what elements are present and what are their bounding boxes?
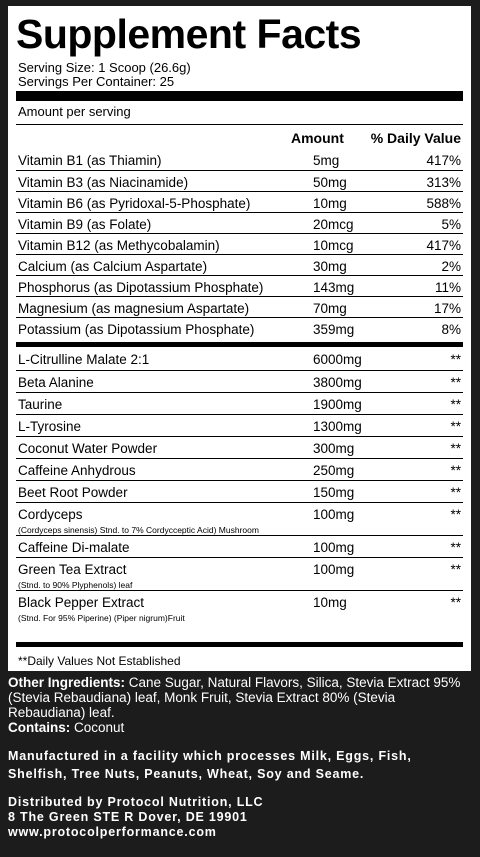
ingredient-row: [16, 458, 463, 481]
row-daily-value: **: [450, 485, 461, 500]
section-divider: [16, 642, 463, 647]
row-subtext: (Cordyceps sinensis) Stnd. to 7% Cordycceptic Acid) Mushroom: [18, 525, 259, 535]
row-amount: 1900mg: [313, 397, 362, 412]
ingredient-row: [16, 414, 463, 437]
row-daily-value: **: [450, 507, 461, 522]
row-amount: 300mg: [313, 441, 355, 456]
row-daily-value: 17%: [433, 301, 461, 316]
row-amount: 10mg: [313, 196, 347, 211]
row-name: Vitamin B9 (as Folate): [18, 217, 152, 232]
ingredient-row: [16, 535, 463, 558]
row-amount: 100mg: [313, 507, 355, 522]
row-amount: 70mg: [313, 301, 347, 316]
row-subtext: (Stnd. For 95% Piperine) (Piper nigrum)Fruit: [18, 613, 185, 623]
row-daily-value: 417%: [426, 153, 461, 168]
row-amount: 3800mg: [313, 375, 362, 390]
row-name: Black Pepper Extract: [18, 595, 145, 610]
nutrient-row: [16, 191, 463, 213]
row-daily-value: 417%: [426, 238, 461, 253]
row-amount: 20mcg: [313, 217, 354, 232]
row-amount: 10mcg: [313, 238, 354, 253]
nutrient-row: [16, 212, 463, 234]
row-amount: 359mg: [313, 322, 355, 337]
row-amount: 10mg: [313, 595, 347, 610]
ingredient-row: [16, 590, 463, 623]
row-amount: 1300mg: [313, 419, 362, 434]
ingredient-row: [16, 370, 463, 393]
other-ingredients: [8, 675, 470, 735]
contains-text: Coconut: [74, 720, 125, 735]
allergen-statement: Manufactured in a facility which processes Milk, Eggs, Fish, Shelfish, Tree Nuts, Peanuts, Wheat, Soy and Seame.: [8, 749, 412, 781]
row-daily-value: 2%: [441, 259, 461, 274]
daily-value-header: % Daily Value: [370, 130, 461, 146]
row-amount: 30mg: [313, 259, 347, 274]
row-name: Vitamin B1 (as Thiamin): [18, 153, 162, 168]
nutrient-row: [16, 317, 463, 340]
distributor-info: [8, 795, 472, 840]
ingredient-row: [16, 502, 463, 536]
serving-info: [18, 61, 191, 89]
row-daily-value: **: [450, 375, 461, 390]
other-ingredients-label: Other Ingredients:: [8, 675, 126, 690]
row-name: Magnesium (as magnesium Aspartate): [18, 301, 250, 316]
section-divider: [16, 342, 463, 347]
row-name: Vitamin B12 (as Methycobalamin): [18, 238, 220, 253]
amount-per-serving: Amount per serving: [18, 104, 131, 119]
row-daily-value: **: [450, 463, 461, 478]
ingredient-row: [16, 557, 463, 591]
daily-values-footnote: **Daily Values Not Established: [18, 654, 181, 668]
servings-per-container: Servings Per Container: 25: [18, 74, 175, 89]
amount-header: Amount: [291, 130, 344, 146]
row-daily-value: 5%: [441, 217, 461, 232]
row-name: Cordyceps: [18, 507, 83, 522]
distributor-name: Distributed by Protocol Nutrition, LLC: [8, 795, 264, 809]
row-daily-value: 11%: [434, 280, 461, 295]
nutrient-row: [16, 170, 463, 192]
row-amount: 150mg: [313, 485, 355, 500]
row-name: Caffeine Di-malate: [18, 540, 130, 555]
row-daily-value: **: [450, 441, 461, 456]
row-daily-value: **: [450, 419, 461, 434]
row-name: L-Tyrosine: [18, 419, 82, 434]
ingredient-row: [16, 392, 463, 415]
row-amount: 143mg: [313, 280, 355, 295]
nutrient-row: [16, 254, 463, 276]
row-daily-value: **: [450, 352, 461, 367]
nutrient-row: [16, 296, 463, 318]
row-daily-value: **: [450, 540, 461, 555]
nutrient-row: [16, 233, 463, 255]
row-name: Phosphorus (as Dipotassium Phosphate): [18, 280, 264, 295]
panel-title: Supplement Facts: [16, 11, 362, 57]
other-ingredients-text: Cane Sugar, Natural Flavors, Silica, Stevia Extract 95% (Stevia Rebaudiana) leaf, Monk Fruit, Stevia Extract 80% (Stevia Rebaudiana) leaf.: [8, 675, 461, 720]
row-daily-value: 588%: [426, 196, 461, 211]
serving-size: Serving Size: 1 Scoop (26.6g): [18, 60, 191, 75]
row-name: Beet Root Powder: [18, 485, 128, 500]
nutrient-row: [16, 149, 463, 170]
row-amount: 250mg: [313, 463, 355, 478]
row-name: Calcium (as Calcium Aspartate): [18, 259, 208, 274]
supplement-facts-panel: [8, 6, 471, 671]
ingredient-row: [16, 348, 463, 370]
row-daily-value: **: [450, 562, 461, 577]
row-amount: 5mg: [313, 153, 340, 168]
row-daily-value: **: [450, 595, 461, 610]
thick-divider: [16, 91, 463, 101]
row-name: Taurine: [18, 397, 63, 412]
row-name: Caffeine Anhydrous: [18, 463, 136, 478]
contains-label: Contains:: [8, 720, 71, 735]
row-daily-value: **: [450, 397, 461, 412]
row-amount: 50mg: [313, 175, 347, 190]
distributor-website: www.protocolperformance.com: [8, 825, 217, 839]
row-subtext: (Stnd. to 90% Plyphenols) leaf: [18, 580, 133, 590]
distributor-address: 8 The Green STE R Dover, DE 19901: [8, 810, 248, 824]
nutrient-row: [16, 275, 463, 297]
row-name: Beta Alanine: [18, 375, 94, 390]
row-amount: 100mg: [313, 562, 355, 577]
row-amount: 100mg: [313, 540, 355, 555]
divider: [16, 124, 463, 125]
row-name: Potassium (as Dipotassium Phosphate): [18, 322, 255, 337]
row-name: L-Citrulline Malate 2:1: [18, 352, 150, 367]
row-name: Vitamin B6 (as Pyridoxal-5-Phosphate): [18, 196, 251, 211]
row-daily-value: 8%: [441, 322, 461, 337]
row-name: Green Tea Extract: [18, 562, 127, 577]
row-name: Vitamin B3 (as Niacinamide): [18, 175, 189, 190]
row-name: Coconut Water Powder: [18, 441, 158, 456]
ingredient-row: [16, 436, 463, 459]
row-daily-value: 313%: [426, 175, 461, 190]
ingredient-row: [16, 480, 463, 503]
row-amount: 6000mg: [313, 352, 362, 367]
